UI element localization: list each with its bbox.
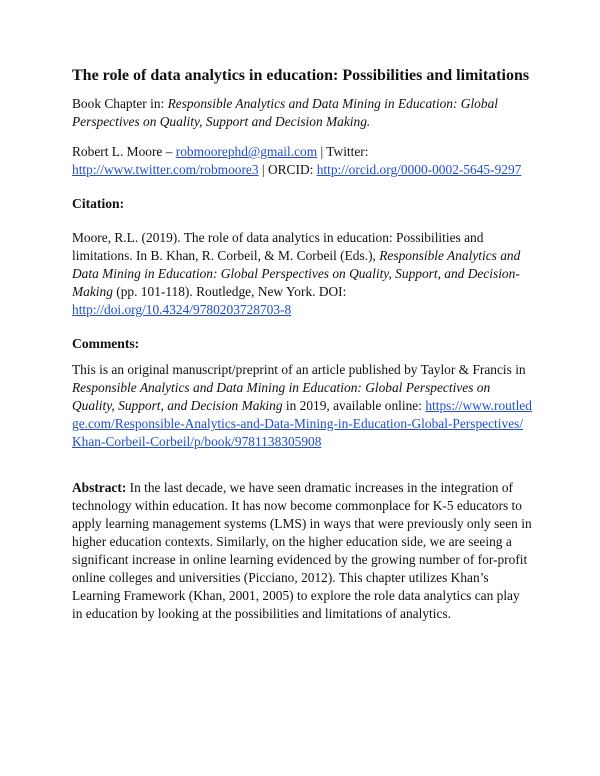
citation-text-1: Moore, R.L. (2019). The role of data analytics in education: Possibilities and limitations. In B. Khan, R. Corbeil, & M. Corbeil (Eds.), [72, 230, 484, 263]
comments-book-title: Responsible Analytics and Data Mining in Education: Global Perspectives on Quality, Support, and Decision Making [72, 380, 491, 413]
twitter-label: | Twitter: [317, 144, 369, 159]
orcid-link[interactable]: http://orcid.org/0000-0002-5645-9297 [316, 162, 522, 177]
citation-text [72, 229, 532, 319]
abstract-paragraph [72, 479, 532, 623]
author-email-link[interactable]: robmoorephd@gmail.com [175, 144, 318, 159]
comments-text-1: This is an original manuscript/preprint of an article published by Taylor & Francis in [72, 362, 526, 377]
comments-text-2: in 2019, available online: [282, 398, 426, 413]
author-name: Robert L. Moore – [72, 144, 176, 159]
doi-link[interactable]: http://doi.org/10.4324/9780203728703-8 [72, 302, 292, 317]
citation-book-title: Responsible Analytics and Data Mining in Education: Global Perspectives on Quality, Support, and Decision-Making [72, 248, 521, 299]
book-title: Responsible Analytics and Data Mining in Education: Global Perspectives on Quality, Support and Decision Making. [72, 96, 498, 129]
author-line [72, 143, 532, 179]
orcid-label: | ORCID: [258, 162, 317, 177]
paper-title: The role of data analytics in education: Possibilities and limitations [72, 67, 530, 84]
routledge-link[interactable]: https://www.routledge.com/Responsible-Analytics-and-Data-Mining-in-Education-Global-Perspectives/Khan-Corbeil-Corbeil/p/book/9781138305908 [72, 398, 532, 449]
book-chapter-prefix: Book Chapter in: [72, 96, 168, 111]
comments-heading: Comments: [72, 336, 140, 351]
document-content [72, 66, 532, 623]
abstract-label: Abstract: [72, 480, 127, 495]
citation-heading: Citation: [72, 196, 125, 211]
citation-text-2: (pp. 101-118). Routledge, New York. DOI: [112, 284, 347, 299]
twitter-link[interactable]: http://www.twitter.com/robmoore3 [72, 162, 259, 177]
abstract-text: In the last decade, we have seen dramatic increases in the integration of technology within education. It has now become commonplace for K-5 educators to apply learning management systems (LMS) in ways that were previously only seen in higher education contexts. Similarly, on the higher education side, we are seeing a significant increase in online learning evidenced by the growing number of for-profit online colleges and universities (Picciano, 2012). This chapter utilizes Khan’s Learning Framework (Khan, 2001, 2005) to explore the role data analytics can play in education by looking at the possibilities and limitations of analytics. [72, 480, 532, 621]
comments-text [72, 361, 532, 451]
book-chapter-line [72, 95, 532, 131]
